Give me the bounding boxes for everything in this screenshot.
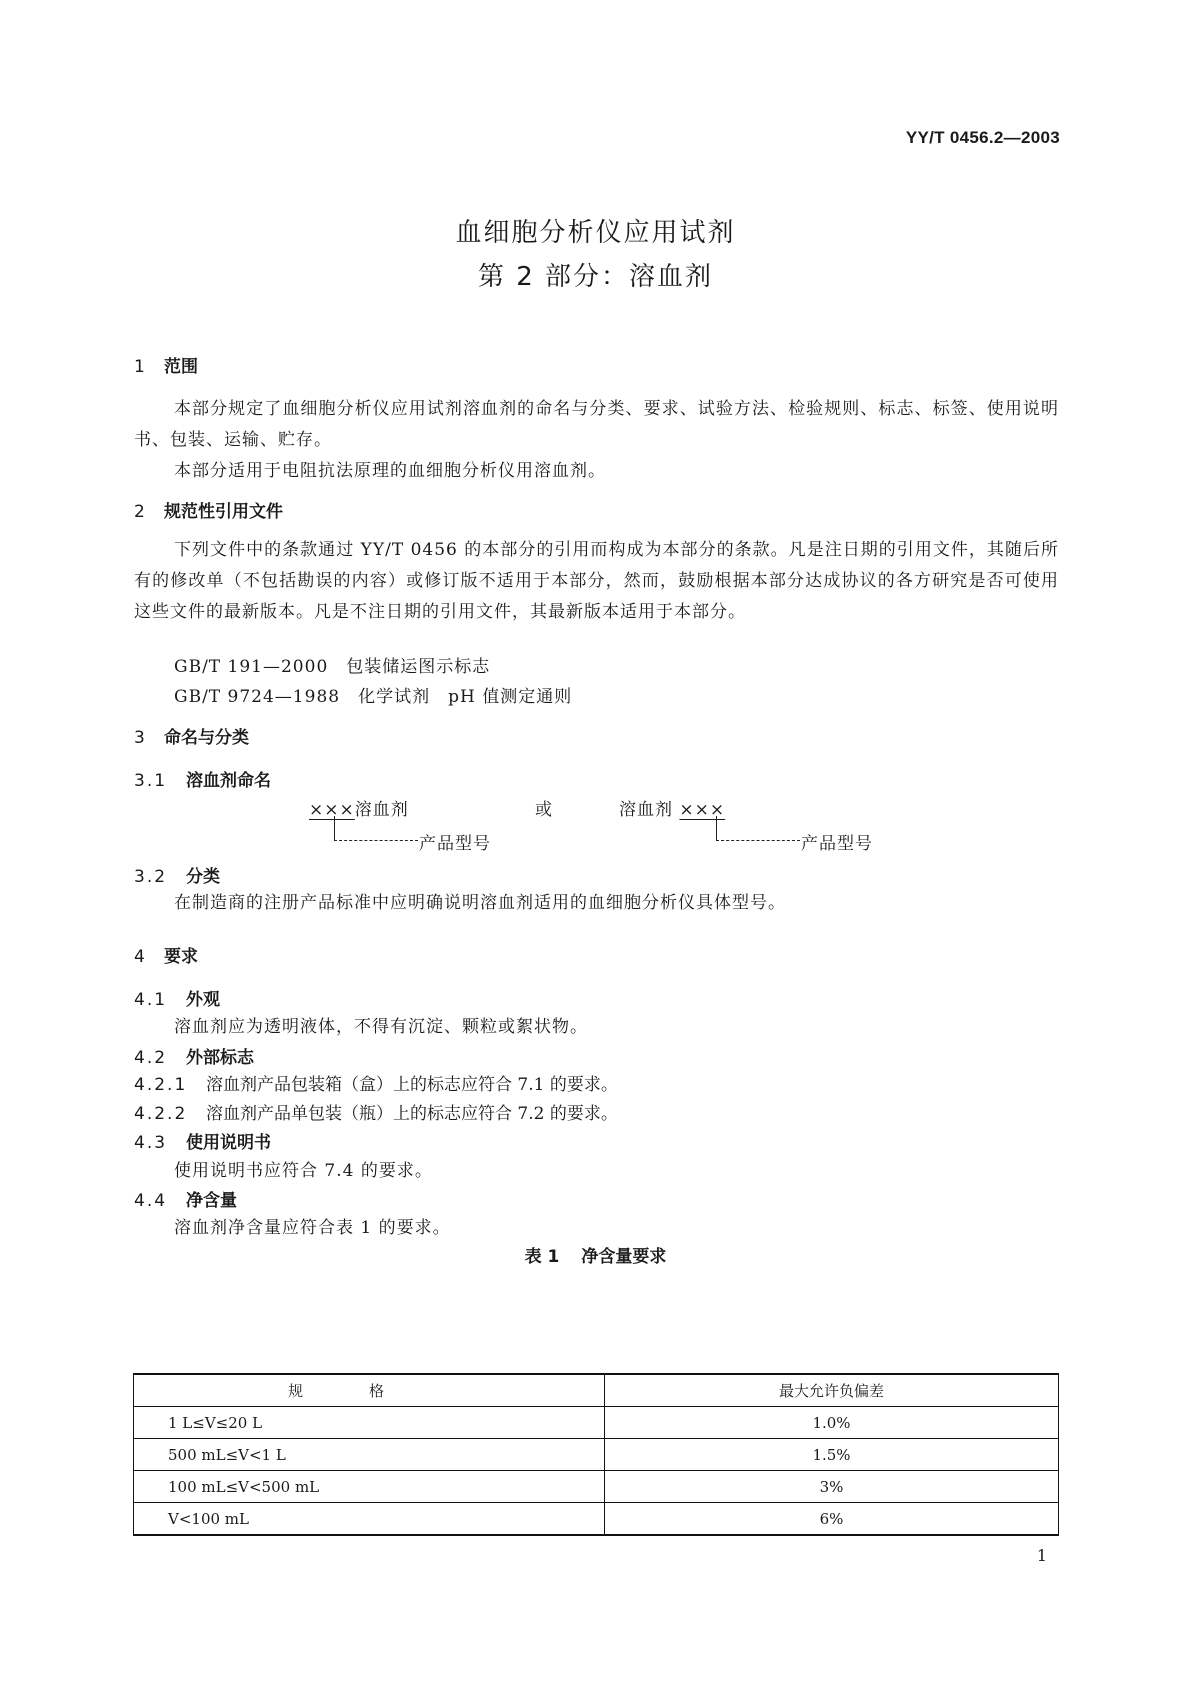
section-number: 1 [134, 357, 145, 377]
section-title: 命名与分类 [164, 728, 249, 748]
table-row [134, 1471, 1059, 1503]
table-row [134, 1439, 1059, 1471]
table-row [134, 1503, 1059, 1536]
standard-code: YY/T 0456.2—2003 [905, 128, 1060, 147]
section-title: 外观 [186, 990, 220, 1010]
clause-4-2-2 [134, 1099, 618, 1124]
model-placeholder: ××× [309, 800, 355, 820]
table-title: 净含量要求 [581, 1247, 667, 1267]
reference-title: 包装储运图示标志 [346, 657, 491, 677]
section-title: 要求 [164, 947, 198, 967]
section-title: 溶血剂命名 [186, 771, 271, 791]
section-title: 外部标志 [186, 1048, 254, 1068]
section-number: 4 [134, 947, 145, 967]
clause-4-2-1 [134, 1070, 618, 1095]
section-4-1-body: 溶血剂应为透明液体，不得有沉淀、颗粒或絮状物。 [174, 1017, 588, 1037]
clause-number: 4.2.2 [134, 1104, 188, 1124]
table-label: 表 1 [524, 1247, 560, 1267]
deviation-cell: 3% [605, 1471, 1059, 1503]
section-number: 4.1 [134, 990, 168, 1010]
clause-number: 4.2.1 [134, 1075, 188, 1095]
page-number: 1 [1036, 1546, 1047, 1565]
section-number: 4.4 [134, 1191, 168, 1211]
section-1-body [134, 394, 1059, 487]
paragraph: 本部分规定了血细胞分析仪应用试剂溶血剂的命名与分类、要求、试验方法、检验规则、标志、标签、使用说明书、包装、运输、贮存。 [134, 399, 1059, 450]
section-2-heading [134, 497, 283, 522]
section-number: 2 [134, 502, 145, 522]
section-number: 3.1 [134, 771, 168, 791]
deviation-cell: 1.0% [605, 1407, 1059, 1439]
section-1-heading [134, 352, 198, 377]
leader-dash [334, 840, 418, 841]
document-title: 血细胞分析仪应用试剂 [455, 218, 736, 248]
section-title: 规范性引用文件 [164, 502, 283, 522]
reference-item [174, 652, 490, 677]
leader-dash [716, 840, 800, 841]
product-name: 溶血剂 [619, 800, 673, 820]
section-4-4-heading [134, 1186, 237, 1211]
spec-cell: V<100 mL [134, 1503, 605, 1536]
spec-cell: 1 L≤V≤20 L [134, 1407, 605, 1439]
section-4-2-heading [134, 1043, 254, 1068]
paragraph: 本部分适用于电阻抗法原理的血细胞分析仪用溶血剂。 [174, 461, 606, 481]
section-4-4-body: 溶血剂净含量应符合表 1 的要求。 [174, 1218, 451, 1238]
table-header-row [134, 1374, 1059, 1407]
naming-label-left: 产品型号 [419, 834, 491, 854]
naming-form-left [309, 795, 409, 820]
naming-form-right [619, 795, 725, 820]
reference-title: pH 值测定通则 [448, 687, 573, 707]
section-title: 净含量 [186, 1191, 237, 1211]
section-number: 4.2 [134, 1048, 168, 1068]
column-header-deviation: 最大允许负偏差 [605, 1374, 1059, 1407]
naming-label-right: 产品型号 [801, 834, 873, 854]
spec-cell: 500 mL≤V<1 L [134, 1439, 605, 1471]
paragraph: 下列文件中的条款通过 YY/T 0456 的本部分的引用而构成为本部分的条款。凡是注日期的引用文件，其随后所有的修改单（不包括勘误的内容）或修订版不适用于本部分，然而，鼓励根据本部分达成协议的各方研究是否可使用这些文件的最新版本。凡是不注日期的引用文件，其最新版本适用于本部分。 [134, 540, 1059, 622]
document-subtitle: 第 2 部分：溶血剂 [477, 262, 714, 292]
table-row [134, 1407, 1059, 1439]
section-3-2-heading [134, 862, 220, 887]
net-content-table [133, 1373, 1059, 1536]
clause-text: 溶血剂产品包装箱（盒）上的标志应符合 7.1 的要求。 [206, 1075, 618, 1095]
section-number: 4.3 [134, 1133, 168, 1153]
bracket-line [716, 816, 717, 841]
bracket-line [334, 816, 335, 841]
section-3-1-heading [134, 766, 271, 791]
model-placeholder: ××× [679, 800, 726, 820]
reference-title: 化学试剂 [358, 687, 431, 707]
section-4-heading [134, 942, 198, 967]
section-title: 范围 [164, 357, 198, 377]
reference-code: GB/T 9724—1988 [174, 687, 341, 707]
reference-item [174, 682, 572, 707]
column-header-spec: 规格 [134, 1374, 605, 1407]
section-2-body [134, 535, 1059, 628]
table-caption [0, 1242, 1191, 1267]
section-3-heading [134, 723, 249, 748]
naming-or: 或 [535, 800, 553, 820]
deviation-cell: 1.5% [605, 1439, 1059, 1471]
clause-text: 溶血剂产品单包装（瓶）上的标志应符合 7.2 的要求。 [206, 1104, 618, 1124]
section-4-3-heading [134, 1128, 271, 1153]
section-3-2-body: 在制造商的注册产品标准中应明确说明溶血剂适用的血细胞分析仪具体型号。 [174, 893, 786, 913]
reference-code: GB/T 191—2000 [174, 657, 329, 677]
section-title: 使用说明书 [186, 1133, 271, 1153]
section-title: 分类 [186, 867, 220, 887]
section-4-1-heading [134, 985, 220, 1010]
section-number: 3 [134, 728, 145, 748]
product-name: 溶血剂 [354, 800, 409, 820]
section-number: 3.2 [134, 867, 168, 887]
spec-cell: 100 mL≤V<500 mL [134, 1471, 605, 1503]
section-4-3-body: 使用说明书应符合 7.4 的要求。 [174, 1161, 433, 1181]
deviation-cell: 6% [605, 1503, 1059, 1536]
